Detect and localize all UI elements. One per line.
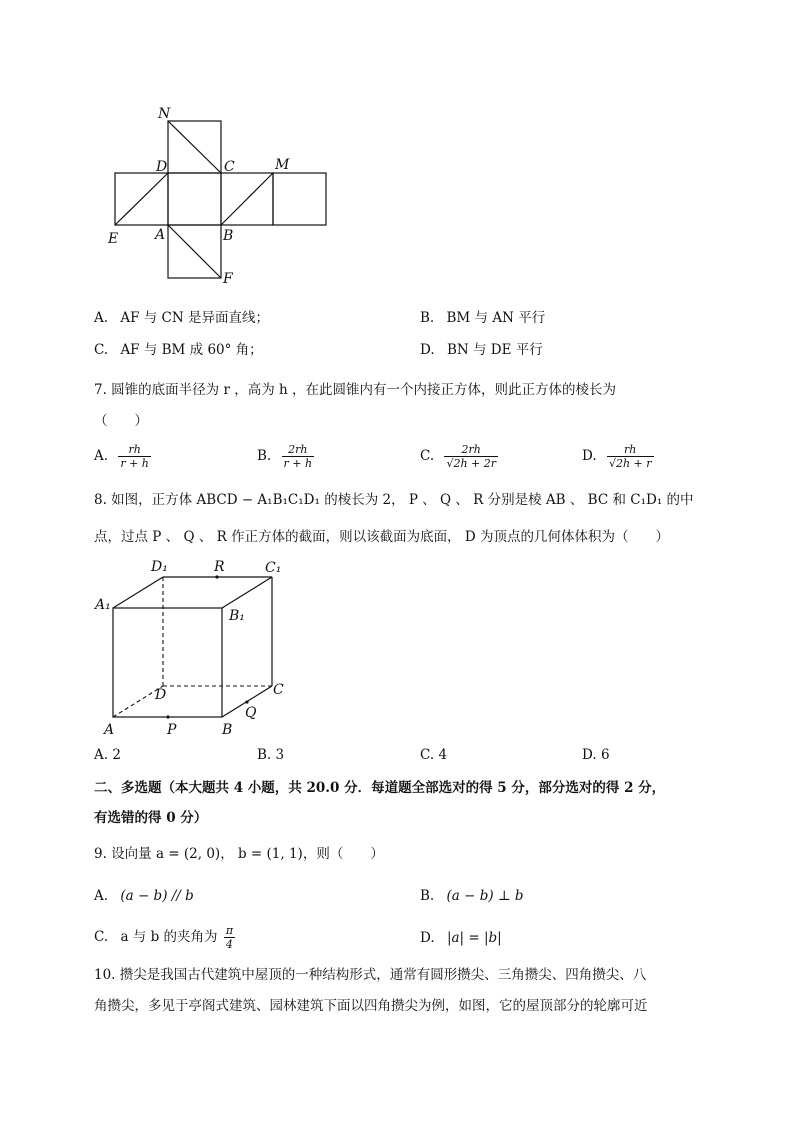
net-label-F: F xyxy=(223,271,233,287)
cube-label-D: D xyxy=(155,687,167,703)
q7-option-b xyxy=(257,443,314,470)
cube-label-B: B xyxy=(222,722,233,738)
net-label-N: N xyxy=(158,106,171,122)
net-label-D: D xyxy=(156,159,168,175)
q7-option-a-numerator: rh xyxy=(128,443,141,456)
q8-option-a-letter: A. xyxy=(94,747,109,763)
q7-option-a xyxy=(94,443,151,470)
cube-figure xyxy=(90,552,310,742)
q9-option-b-letter: B. xyxy=(420,888,435,904)
q8-option-d-text: 6 xyxy=(600,747,610,763)
q9-option-b-text: (a − b) ⊥ b xyxy=(446,888,524,904)
cube-label-B1: B₁ xyxy=(229,608,245,624)
q7-option-d xyxy=(582,443,654,470)
q7-option-b-numerator: 2rh xyxy=(288,443,308,456)
cube-label-A1: A₁ xyxy=(95,597,111,613)
cube-label-D1: D₁ xyxy=(151,559,168,575)
q7-option-a-letter: A. xyxy=(94,448,109,464)
q6-option-d-letter: D. xyxy=(420,342,435,358)
q8-option-d-letter: D. xyxy=(582,747,597,763)
q9-option-d-text: |a| = |b| xyxy=(446,930,502,946)
q7-option-b-denominator: r + h xyxy=(283,457,313,470)
q6-option-b-text: BM 与 AN 平行 xyxy=(446,310,546,326)
q7-option-d-denominator: √2h + r xyxy=(608,457,652,470)
q7-stem-line2: （ ） xyxy=(94,413,148,429)
q6-option-c-letter: C. xyxy=(94,342,109,358)
net-label-M: M xyxy=(275,157,290,173)
q7-option-d-numerator: rh xyxy=(624,443,637,456)
q6-option-d-text: BN 与 DE 平行 xyxy=(446,342,543,358)
q7-option-d-letter: D. xyxy=(582,448,597,464)
q10-line2: 角攒尖，多见于亭阁式建筑、园林建筑下面以四角攒尖为例，如图，它的屋顶部分的轮廓可近 xyxy=(94,998,648,1014)
q7-option-b-letter: B. xyxy=(257,448,272,464)
cube-label-A: A xyxy=(104,722,115,738)
q9-option-d-letter: D. xyxy=(420,930,435,946)
q7-stem-line1: 7. 圆锥的底面半径为 r ，高为 h ，在此圆锥内有一个内接正方体，则此正方体的棱长为 xyxy=(94,382,616,398)
q7-option-c xyxy=(420,443,498,470)
net-label-A: A xyxy=(155,227,166,243)
q6-option-b-letter: B. xyxy=(420,310,435,326)
q6-option-a-text: AF 与 CN 是异面直线； xyxy=(120,310,269,326)
q6-option-b xyxy=(420,309,545,327)
q9-option-a-text: (a − b) // b xyxy=(120,888,194,904)
q9-option-a-letter: A. xyxy=(94,888,109,904)
q8-option-c xyxy=(420,746,447,764)
q8-option-c-text: 4 xyxy=(438,747,448,763)
cube-label-C1: C₁ xyxy=(265,560,282,576)
cube-label-R: R xyxy=(214,559,225,575)
q7-option-c-denominator: √2h + 2r xyxy=(446,457,496,470)
q9-option-c-denominator: 4 xyxy=(224,937,235,951)
q8-stem-line2: 点，过点 P 、 Q 、 R 作正方体的截面，则以该截面为底面， D 为顶点的几何体体积为（ ） xyxy=(94,529,669,545)
q7-option-c-letter: C. xyxy=(420,448,435,464)
cube-label-C: C xyxy=(273,682,284,698)
q9-option-c-letter: C. xyxy=(94,929,109,945)
q8-stem-line1: 8. 如图，正方体 ABCD − A₁B₁C₁D₁ 的棱长为 2， P 、 Q 、 R 分别是棱 AB 、 BC 和 C₁D₁ 的中 xyxy=(94,492,694,508)
q8-option-d xyxy=(582,746,610,764)
q9-option-d xyxy=(420,929,502,947)
q8-option-c-letter: C. xyxy=(420,747,435,763)
net-label-C: C xyxy=(224,159,235,175)
q7-option-a-denominator: r + h xyxy=(120,457,149,470)
q8-option-a xyxy=(94,746,121,764)
q8-option-b-letter: B. xyxy=(257,747,272,763)
q8-option-b xyxy=(257,746,284,764)
cube-net-figure xyxy=(100,100,340,290)
q9-option-c-numerator: π xyxy=(225,924,234,937)
q7-option-c-numerator: 2rh xyxy=(461,443,481,456)
cube-label-P: P xyxy=(167,722,177,738)
q8-option-a-text: 2 xyxy=(112,747,121,763)
q10-line1: 10. 攒尖是我国古代建筑中屋顶的一种结构形式，通常有圆形攒尖、三角攒尖、四角攒尖、八 xyxy=(94,967,647,983)
q6-option-a xyxy=(94,309,269,327)
q6-option-c-text: AF 与 BM 成 60° 角； xyxy=(120,342,263,358)
section2-heading-line1: 二、多选题（本大题共 4 小题，共 20.0 分．每道题全部选对的得 5 分，部分选对的得 2 分， xyxy=(94,780,666,796)
net-label-B: B xyxy=(223,228,234,244)
cube-label-Q: Q xyxy=(245,705,257,721)
q6-option-a-letter: A. xyxy=(94,310,109,326)
net-label-E: E xyxy=(108,231,119,247)
section2-heading-line2: 有选错的得 0 分） xyxy=(94,810,208,826)
q8-option-b-text: 3 xyxy=(275,747,285,763)
q9-option-c xyxy=(94,924,235,951)
q9-option-b xyxy=(420,887,524,905)
q9-option-a xyxy=(94,887,194,905)
q9-stem: 9. 设向量 a = (2, 0)， b = (1, 1)，则（ ） xyxy=(94,846,384,862)
q6-option-c xyxy=(94,341,263,359)
q6-option-d xyxy=(420,341,543,359)
q9-option-c-text: a 与 b 的夹角为 xyxy=(120,929,218,945)
